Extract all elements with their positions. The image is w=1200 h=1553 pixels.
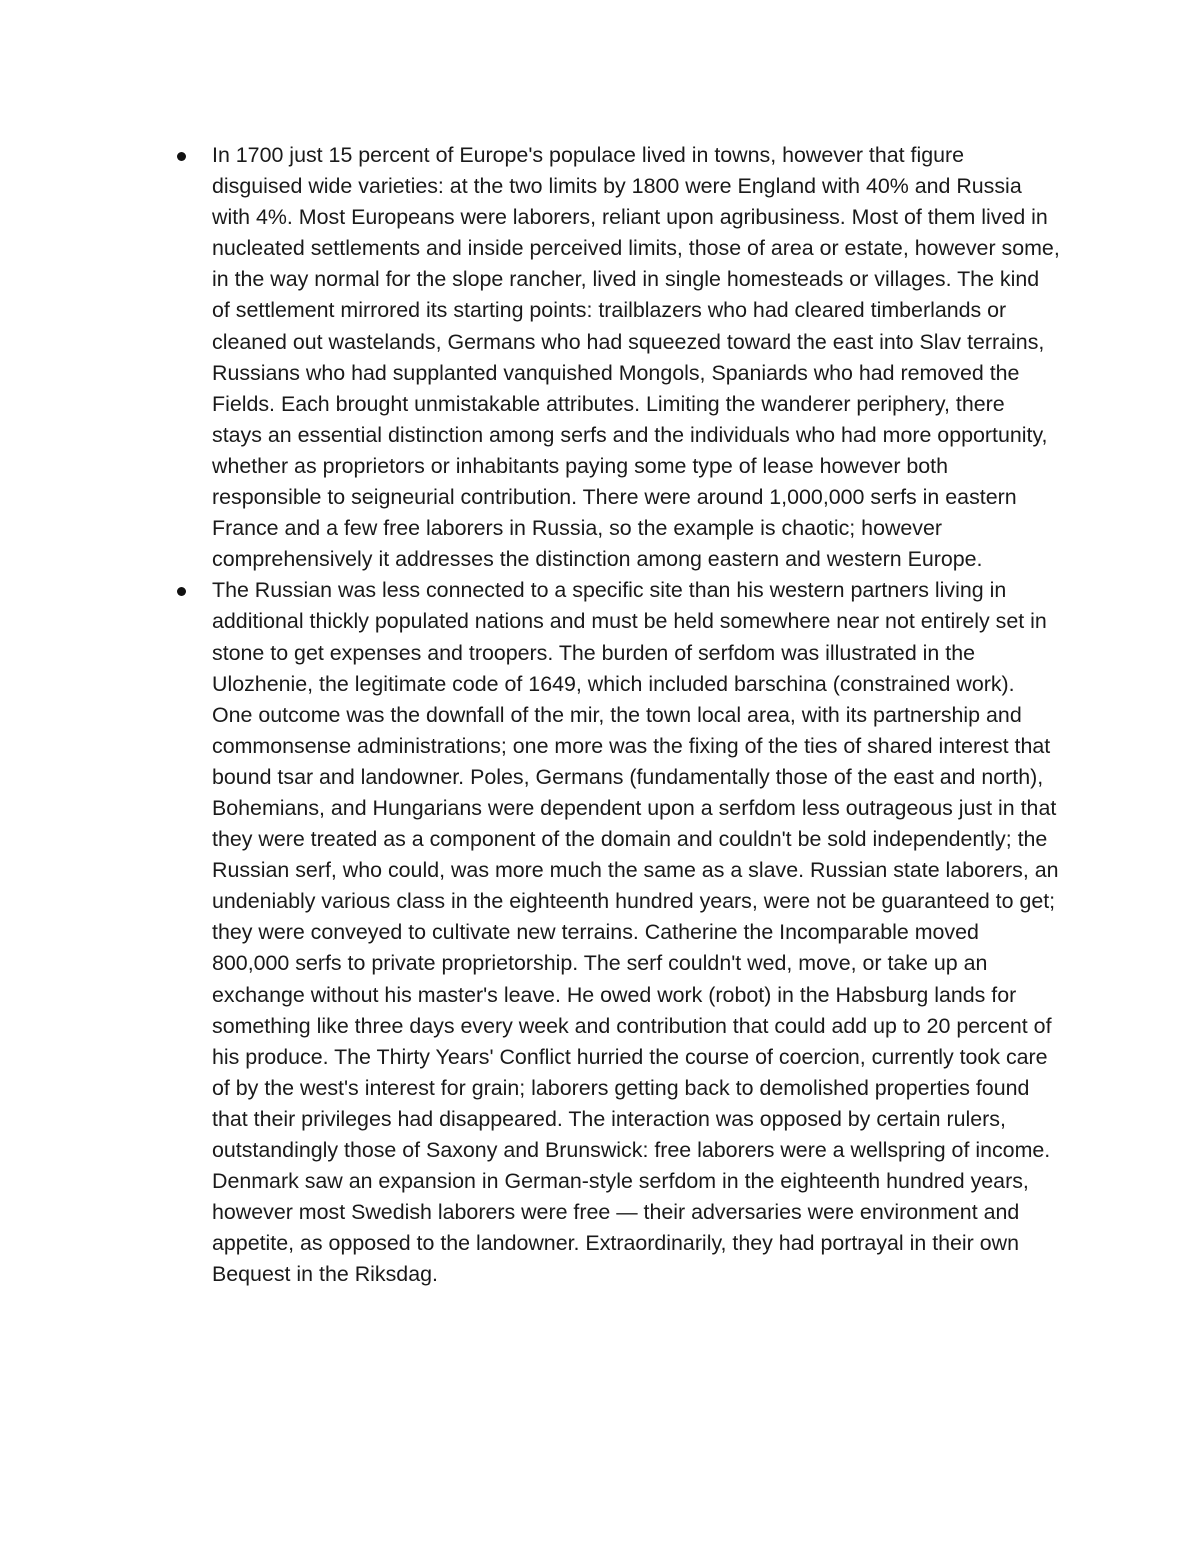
list-item — [212, 575, 1060, 1290]
paragraph-text: The Russian was less connected to a specific site than his western partners living in additional thickly populated nations and must be held somewhere near not entirely set in stone to get expenses and troopers. The burden of serfdom was illustrated in the Ulozhenie, the legitimate code of 1649, which included barschina (constrained work). One outcome was the downfall of the mir, the town local area, with its partnership and commonsense administrations; one more was the fixing of the ties of shared interest that bound tsar and landowner. Poles, Germans (fundamentally those of the east and north), Bohemians, and Hungarians were dependent upon a serfdom less outrageous just in that they were treated as a component of the domain and couldn't be sold independently; the Russian serf, who could, was more much the same as a slave. Russian state laborers, an undeniably various class in the eighteenth hundred years, were not be guaranteed to get; they were conveyed to cultivate new terrains. Catherine the Incomparable moved 800,000 serfs to private proprietorship. The serf couldn't wed, move, or take up an exchange without his master's leave. He owed work (robot) in the Habsburg lands for something like three days every week and contribution that could add up to 20 percent of his produce. The Thirty Years' Conflict hurried the course of coercion, currently took care of by the west's interest for grain; laborers getting back to demolished properties found that their privileges had disappeared. The interaction was opposed by certain rulers, outstandingly those of Saxony and Brunswick: free laborers were a wellspring of income. Denmark saw an expansion in German-style serfdom in the eighteenth hundred years, however most Swedish laborers were free — their adversaries were environment and appetite, as opposed to the landowner. Extraordinarily, they had portrayal in their own Bequest in the Riksdag. — [212, 578, 1059, 1287]
bullet-icon — [177, 587, 186, 596]
paragraph-text: In 1700 just 15 percent of Europe's populace lived in towns, however that figure disguised wide varieties: at the two limits by 1800 were England with 40% and Russia with 4%. Most Europeans were laborers, reliant upon agribusiness. Most of them lived in nucleated settlements and inside perceived limits, those of area or estate, however some, in the way normal for the slope rancher, lived in single homesteads or villages. The kind of settlement mirrored its starting points: trailblazers who had cleared timberlands or cleaned out wastelands, Germans who had squeezed toward the east into Slav terrains, Russians who had supplanted vanquished Mongols, Spaniards who had removed the Fields. Each brought unmistakable attributes. Limiting the wanderer periphery, there stays an essential distinction among serfs and the individuals who had more opportunity, whether as proprietors or inhabitants paying some type of lease however both responsible to seigneurial contribution. There were around 1,000,000 serfs in eastern France and a few free laborers in Russia, so the example is chaotic; however comprehensively it addresses the distinction among eastern and western Europe. — [212, 143, 1060, 572]
list-item — [212, 140, 1060, 575]
bullet-icon — [177, 152, 186, 161]
bullet-list — [212, 140, 1060, 1290]
